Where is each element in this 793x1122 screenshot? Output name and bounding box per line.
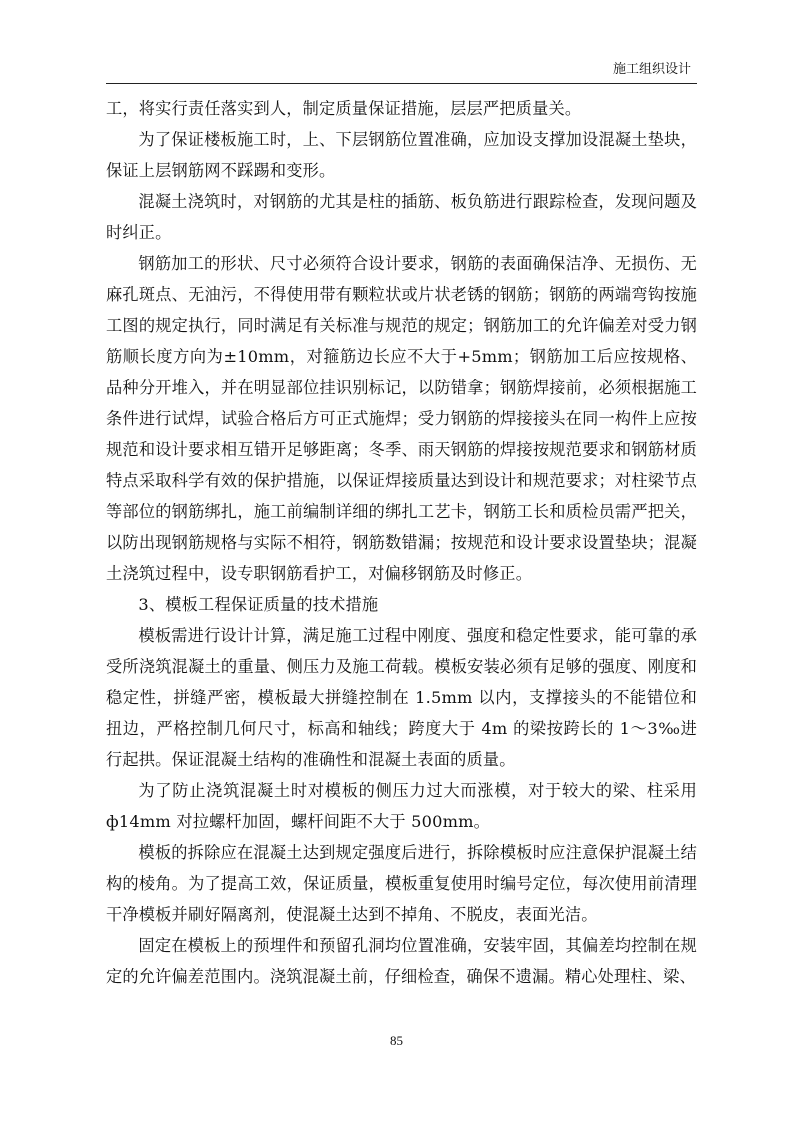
text-line: 麻孔斑点、无油污，不得使用带有颗粒状或片状老锈的钢筋；钢筋的两端弯钩按施 (106, 285, 697, 304)
text-line: 钢筋加工的形状、尺寸必须符合设计要求，钢筋的表面确保洁净、无损伤、无 (138, 254, 697, 273)
text-line: 干净模板并刷好隔离剂，使混凝土达到不掉角、不脱皮，表面光洁。 (106, 905, 598, 924)
text-line: 工，将实行责任落实到人，制定质量保证措施，层层严把质量关。 (106, 99, 582, 118)
text-line: 筋顺长度方向为±10mm，对箍筋边长应不大于+5mm；钢筋加工后应按规格、品种 (106, 347, 697, 397)
paragraph (106, 93, 697, 124)
text-line: 证混凝土结构的准确性和混凝土表面的质量。 (187, 750, 516, 769)
page-number: 85 (390, 1033, 403, 1048)
header-title: 施工组织设计 (612, 62, 691, 77)
text-line: 采取科学有效的保护措施，以保证焊接质量达到设计和规范要求；对柱梁节点等部 (106, 471, 697, 521)
text-line: 位的钢筋绑扎，施工前编制详细的绑扎工艺卡，钢筋工长和质检员需严把关，以防 (106, 502, 697, 552)
text-line: 稳定性，拼缝严密，模板最大拼缝控制在 1.5mm 以内，支撑接头的不能错位和扭边， (106, 688, 697, 738)
paragraph (106, 837, 697, 930)
text-line: 受所浇筑混凝土的重量、侧压力及施工荷载。模板安装必须有足够的强度、刚度和 (106, 657, 697, 676)
text-line: 和设计要求相互错开足够距离；冬季、雨天钢筋的焊接按规范要求和钢筋材质特点 (106, 440, 697, 490)
text-line: 保证上层钢筋网不踩踢和变形。 (106, 161, 336, 180)
paragraph (106, 930, 697, 992)
paragraph (106, 186, 697, 248)
paragraph (106, 124, 697, 186)
text-line: 3、模板工程保证质量的技术措施 (138, 595, 379, 614)
body-text (106, 93, 697, 992)
text-line: 模板的拆除应在混凝土达到规定强度后进行，拆除模板时应注意保护混凝土结 (138, 843, 697, 862)
text-line: 定的允许偏差范围内。浇筑混凝土前，仔细检查，确保不遗漏。精心处理柱、梁、 (106, 967, 696, 986)
text-line: 进行试焊，试验合格后方可正式施焊；受力钢筋的焊接接头在同一构件上应按规范 (106, 409, 697, 459)
header-rule (106, 83, 697, 84)
text-line: 构的棱角。为了提高工效，保证质量，模板重复使用时编号定位，每次使用前清理 (106, 874, 697, 893)
text-line: 筑过程中，设专职钢筋看护工，对偏移钢筋及时修正。 (138, 564, 533, 583)
page-header (106, 50, 697, 84)
paragraph (106, 620, 697, 775)
text-line: 固定在模板上的预埋件和预留孔洞均位置准确，安装牢固，其偏差均控制在规 (138, 936, 697, 955)
text-line: 混凝土浇筑时，对钢筋的尤其是柱的插筋、板负筋进行跟踪检查，发现问题及 (138, 192, 697, 211)
text-line: 出现钢筋规格与实际不相符，钢筋数错漏；按规范和设计要求设置垫块；混凝土浇 (106, 533, 697, 583)
text-line: 分开堆入，并在明显部位挂识别标记，以防错拿；钢筋焊接前，必须根据施工条件 (106, 378, 697, 428)
text-line: 14mm 对拉螺杆加固，螺杆间距不大于 500mm。 (118, 812, 491, 831)
text-line: 为了防止浇筑混凝土时对模板的侧压力过大而涨模，对于较大的梁、柱采用ф (106, 781, 697, 831)
text-line: 为了保证楼板施工时，上、下层钢筋位置准确，应加设支撑加设混凝土垫块， (138, 130, 697, 149)
paragraph (106, 775, 697, 837)
text-line: 严格控制几何尺寸，标高和轴线；跨度大于 4m 的梁按跨长的 1～3‰进行起拱。保 (106, 719, 697, 769)
paragraph (106, 589, 697, 620)
text-line: 工图的规定执行，同时满足有关标准与规范的规定；钢筋加工的允许偏差对受力钢 (106, 316, 697, 335)
paragraph (106, 248, 697, 589)
text-line: 模板需进行设计计算，满足施工过程中刚度、强度和稳定性要求，能可靠的承 (138, 626, 697, 645)
text-line: 时纠正。 (106, 223, 172, 242)
